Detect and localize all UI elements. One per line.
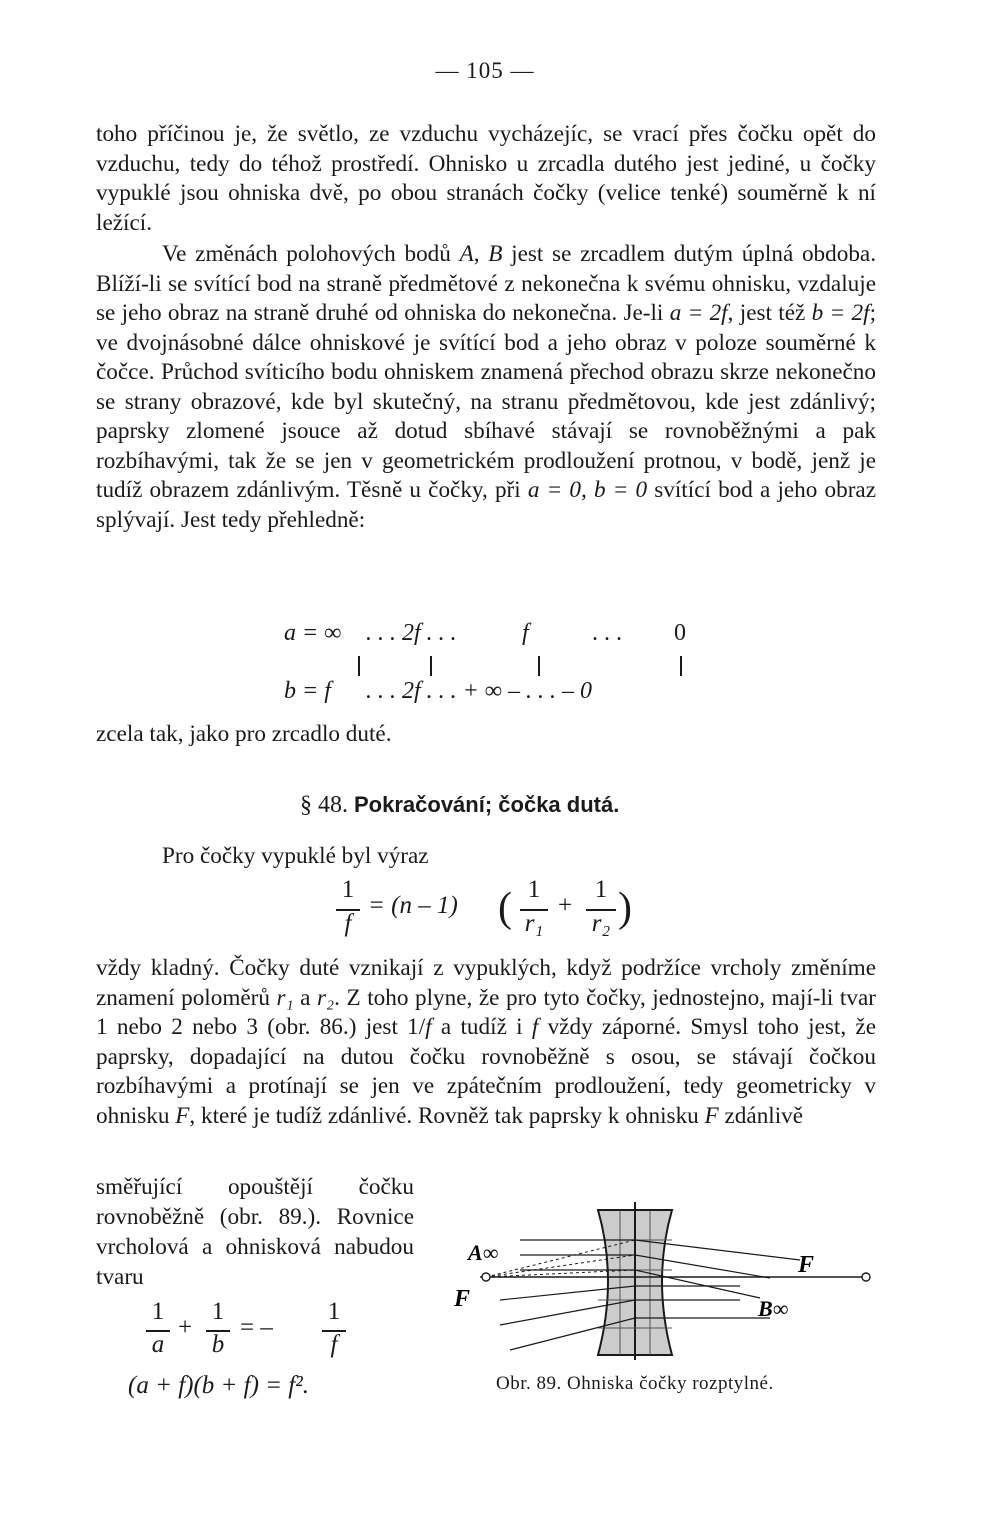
paragraph-5 (96, 954, 876, 1131)
text-run: Ve změnách polohových bodů (162, 241, 460, 267)
label-F-left: F (454, 1286, 471, 1312)
text-run: , jest též (727, 300, 812, 326)
formula-b: b (211, 1331, 225, 1358)
text-run: ; ve dvojnásobné dálce ohniskové je svítící bod a jeho obraz v poloze souměrné k čočce. Průchod svíticího bodu ohniskem znamená přechod obrazu skrze nekonečno se strany obrazové, kde byl skutečný, na stranu předmětovou, kde jest zdánlivý; paprsky zlomené jsouce až dotud sbíhavé stávají se rovnoběžnými a pak rozbíhavými, tak že se jen v geometrickém prodloužení protnou, v bodě, jenž je tudíž obrazem zdánlivým. Těsně u čočky, při (96, 300, 877, 503)
text-run: zdánlivě (718, 1102, 804, 1129)
formula-numerator: 1 (211, 1298, 225, 1325)
math-f: f (425, 1014, 432, 1040)
formula-plus: + (558, 892, 573, 919)
math-eq-b-2f: b = 2f (811, 300, 870, 326)
math-eq-a0-b0: a = 0, b = 0 (527, 477, 648, 503)
math-B: B (488, 241, 503, 267)
formula-r2: r₂ (591, 910, 611, 937)
math-A: A (459, 241, 474, 267)
text-run: jest se zrcadlem dutým úplná obdoba. Blíží-li se svítící bod na straně předmětové z nekonečna k svému ohnisku, vzdaluje se jeho obraz na straně druhé od ohniska do nekonečna. Je-li (96, 241, 876, 326)
formula-numerator: 1 (151, 1298, 165, 1325)
text-run: a tudíž i (431, 1014, 532, 1040)
math-F: F (704, 1102, 719, 1129)
formula-numerator: 1 (527, 876, 541, 903)
paragraph-1-text: toho příčinou je, že světlo, ze vzduchu vycházejíc, se vrací přes čočku opět do vzduchu, tedy do téhož prostředí. Ohnisko u zrcadla dutého jest jediné, u čočky vypuklé jsou ohniska dvě, po obou stranách čočky (velice tenké) souměrně k ní ležící. (96, 121, 876, 236)
vertex-formula (146, 1298, 366, 1364)
paragraph-1 (96, 120, 876, 238)
formula-r1: r₁ (524, 910, 544, 937)
math-eq-a-2f: a = 2f (669, 300, 728, 326)
text-run: vždy záporné. Smysl toho jest, že paprsky, dopadající na dutou čočku rovnoběžně s osou, se stávají čočkou rozbíhavými a protínají se jen ve zpátečním prodloužení, tedy geometricky v ohnisku (96, 1014, 876, 1129)
paragraph-3-text: zcela tak, jako pro zrcadlo duté. (96, 721, 392, 747)
paragraph-4-text: Pro čočky vypuklé byl výraz (162, 843, 429, 869)
table-b-f: b = f (284, 678, 331, 704)
text-run: , které je tudíž zdánlivé. Rovněž tak paprsky k ohnisku (189, 1102, 705, 1129)
formula-a: a (151, 1331, 165, 1358)
text-run: svítící bod a jeho obraz splývají. Jest tedy přehledně: (96, 477, 877, 533)
formula-f: f (330, 1331, 338, 1358)
table-bar (430, 656, 432, 676)
formula-numerator: 1 (594, 876, 608, 903)
lens-formula (336, 876, 646, 946)
side-column-words: směřující opouštějí čočku rovnoběžně (obr. 89.). Rovnice vrcholová a ohnisková nabudou tvaru (96, 1174, 414, 1290)
text-run: , (473, 241, 489, 267)
section-title: Pokračování; čočka dutá. (354, 792, 620, 817)
section-heading (300, 792, 619, 819)
label-F-right: F (798, 1252, 815, 1278)
math-F: F (175, 1102, 190, 1129)
math-f: f (531, 1014, 539, 1040)
text-run: a (293, 984, 318, 1011)
table-row2-rest: . . . 2f . . . + ∞ – . . . – 0 (366, 678, 592, 704)
side-column-text (96, 1172, 414, 1292)
table-bar (358, 656, 360, 676)
table-bar (538, 656, 540, 676)
formula-f: f (344, 910, 352, 937)
page-number: — 105 — (435, 58, 535, 83)
formula-numerator: 1 (327, 1298, 341, 1325)
table-2f-top: . . . 2f . . . (366, 620, 457, 646)
formula-plus: + (178, 1314, 193, 1341)
figure-caption: Obr. 89. Ohniska čočky rozptylné. (496, 1373, 774, 1394)
figure-89 (440, 1200, 890, 1368)
text-run: vždy kladný. Čočky duté vznikají z vypuklých, když podržíce vrcholy změníme znamení poloměrů (96, 955, 876, 1011)
paragraph-2 (96, 240, 876, 535)
paragraph-3 (96, 720, 876, 750)
table-zero-top: 0 (674, 620, 686, 646)
concave-lens (598, 1202, 672, 1360)
focus-point-right (862, 1273, 870, 1281)
math-r1: r₁ (276, 984, 294, 1011)
overview-table (270, 620, 710, 710)
formula-left-paren: ( (498, 885, 512, 931)
table-dots-top: . . . (592, 620, 622, 646)
paragraph-4 (96, 842, 876, 872)
label-B-inf: B∞ (758, 1296, 789, 1321)
label-A-inf: A∞ (468, 1240, 499, 1265)
table-f-top: f (522, 620, 529, 646)
formula-right-paren: ) (618, 885, 632, 931)
text-run: . Z toho plyne, že pro tyto čočky, jednostejno, mají-li tvar 1 nebo 2 nebo 3 (obr. 86.) jest 1/ (96, 984, 876, 1040)
table-bar (680, 656, 682, 676)
focus-point-left (482, 1273, 490, 1281)
math-r2: r₂ (317, 984, 335, 1011)
formula-n-minus-1: = (n – 1) (368, 892, 458, 919)
formula-numerator: 1 (341, 876, 355, 903)
section-number: § 48. (300, 792, 348, 818)
table-a-inf: a = ∞ (284, 620, 342, 646)
focal-formula: (a + f)(b + f) = f². (128, 1372, 309, 1399)
formula-eq-minus: = – (240, 1314, 273, 1341)
